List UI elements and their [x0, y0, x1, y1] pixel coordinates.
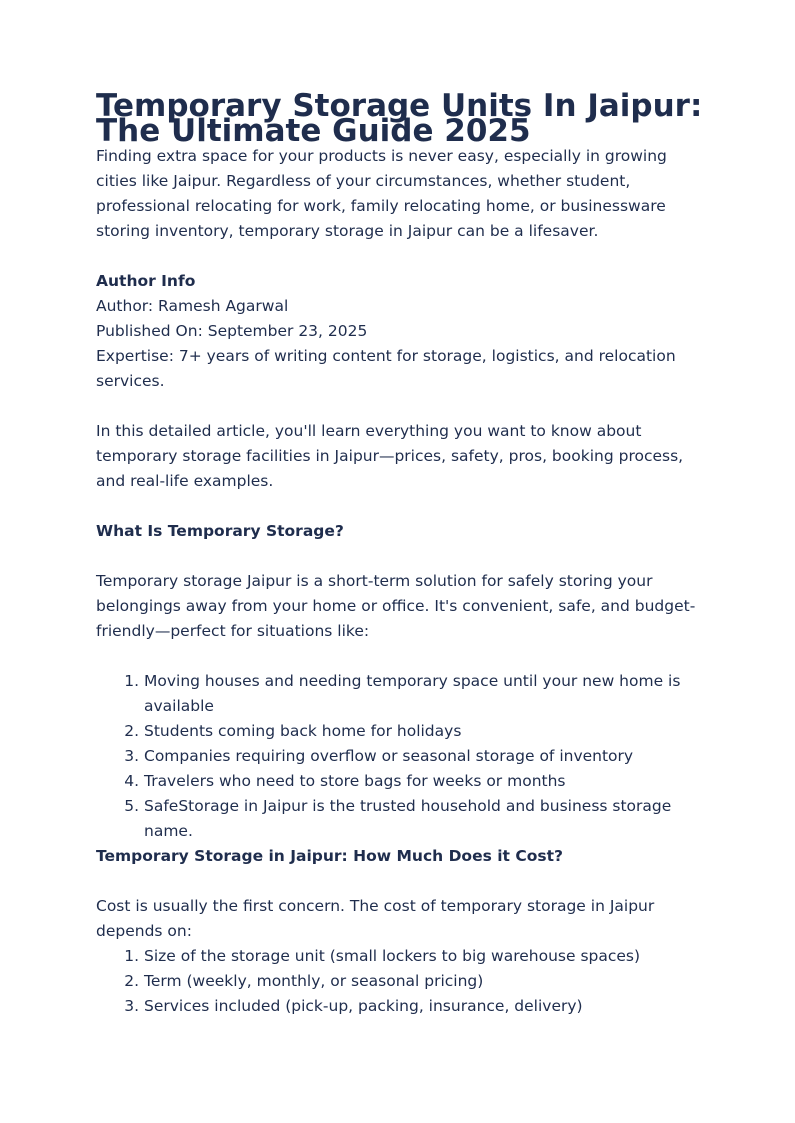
section-cost-body: Cost is usually the first concern. The cost of temporary storage in Jaipur depends on:: [96, 897, 655, 940]
author-name: Author: Ramesh Agarwal: [96, 297, 289, 315]
situations-list: [96, 669, 706, 844]
section-heading-what-is: What Is Temporary Storage?: [96, 522, 344, 540]
list-item: 3. Companies requiring overflow or seasonal storage of inventory: [144, 744, 706, 769]
list-item: 2. Term (weekly, monthly, or seasonal pricing): [144, 969, 706, 994]
spacer: [96, 494, 706, 519]
author-expertise: Expertise: 7+ years of writing content for storage, logistics, and relocation services.: [96, 347, 676, 390]
list-item: 5. SafeStorage in Jaipur is the trusted household and business storage name.: [144, 794, 706, 844]
spacer: [96, 244, 706, 269]
list-item: 4. Travelers who need to store bags for weeks or months: [144, 769, 706, 794]
spacer: [96, 394, 706, 419]
list-item: 3. Services included (pick-up, packing, insurance, delivery): [144, 994, 706, 1019]
document-page: [96, 88, 706, 1019]
intro-paragraph: Finding extra space for your products is never easy, especially in growing cities like Jaipur. Regardless of your circumstances, whether student, professional relocating for work, family relocating home, or businessware storing inventory, temporary storage in Jaipur can be a lifesaver.: [96, 147, 667, 240]
cost-factors-list: [96, 944, 706, 1019]
list-item: 1. Moving houses and needing temporary space until your new home is available: [144, 669, 706, 719]
spacer: [96, 869, 706, 894]
article-title: Temporary Storage Units In Jaipur: The Ultimate Guide 2025: [96, 88, 703, 149]
published-date: Published On: September 23, 2025: [96, 322, 368, 340]
spacer: [96, 644, 706, 669]
spacer: [96, 544, 706, 569]
section-what-is-body: Temporary storage Jaipur is a short-term solution for safely storing your belongings away from your home or office. It's convenient, safe, and budget-friendly—perfect for situations like:: [96, 572, 696, 640]
section-heading-cost: Temporary Storage in Jaipur: How Much Does it Cost?: [96, 847, 563, 865]
list-item: 2. Students coming back home for holidays: [144, 719, 706, 744]
list-item: 1. Size of the storage unit (small lockers to big warehouse spaces): [144, 944, 706, 969]
author-info-heading: Author Info: [96, 272, 196, 290]
overview-paragraph: In this detailed article, you'll learn everything you want to know about temporary storage facilities in Jaipur—prices, safety, pros, booking process, and real-life examples.: [96, 422, 684, 490]
